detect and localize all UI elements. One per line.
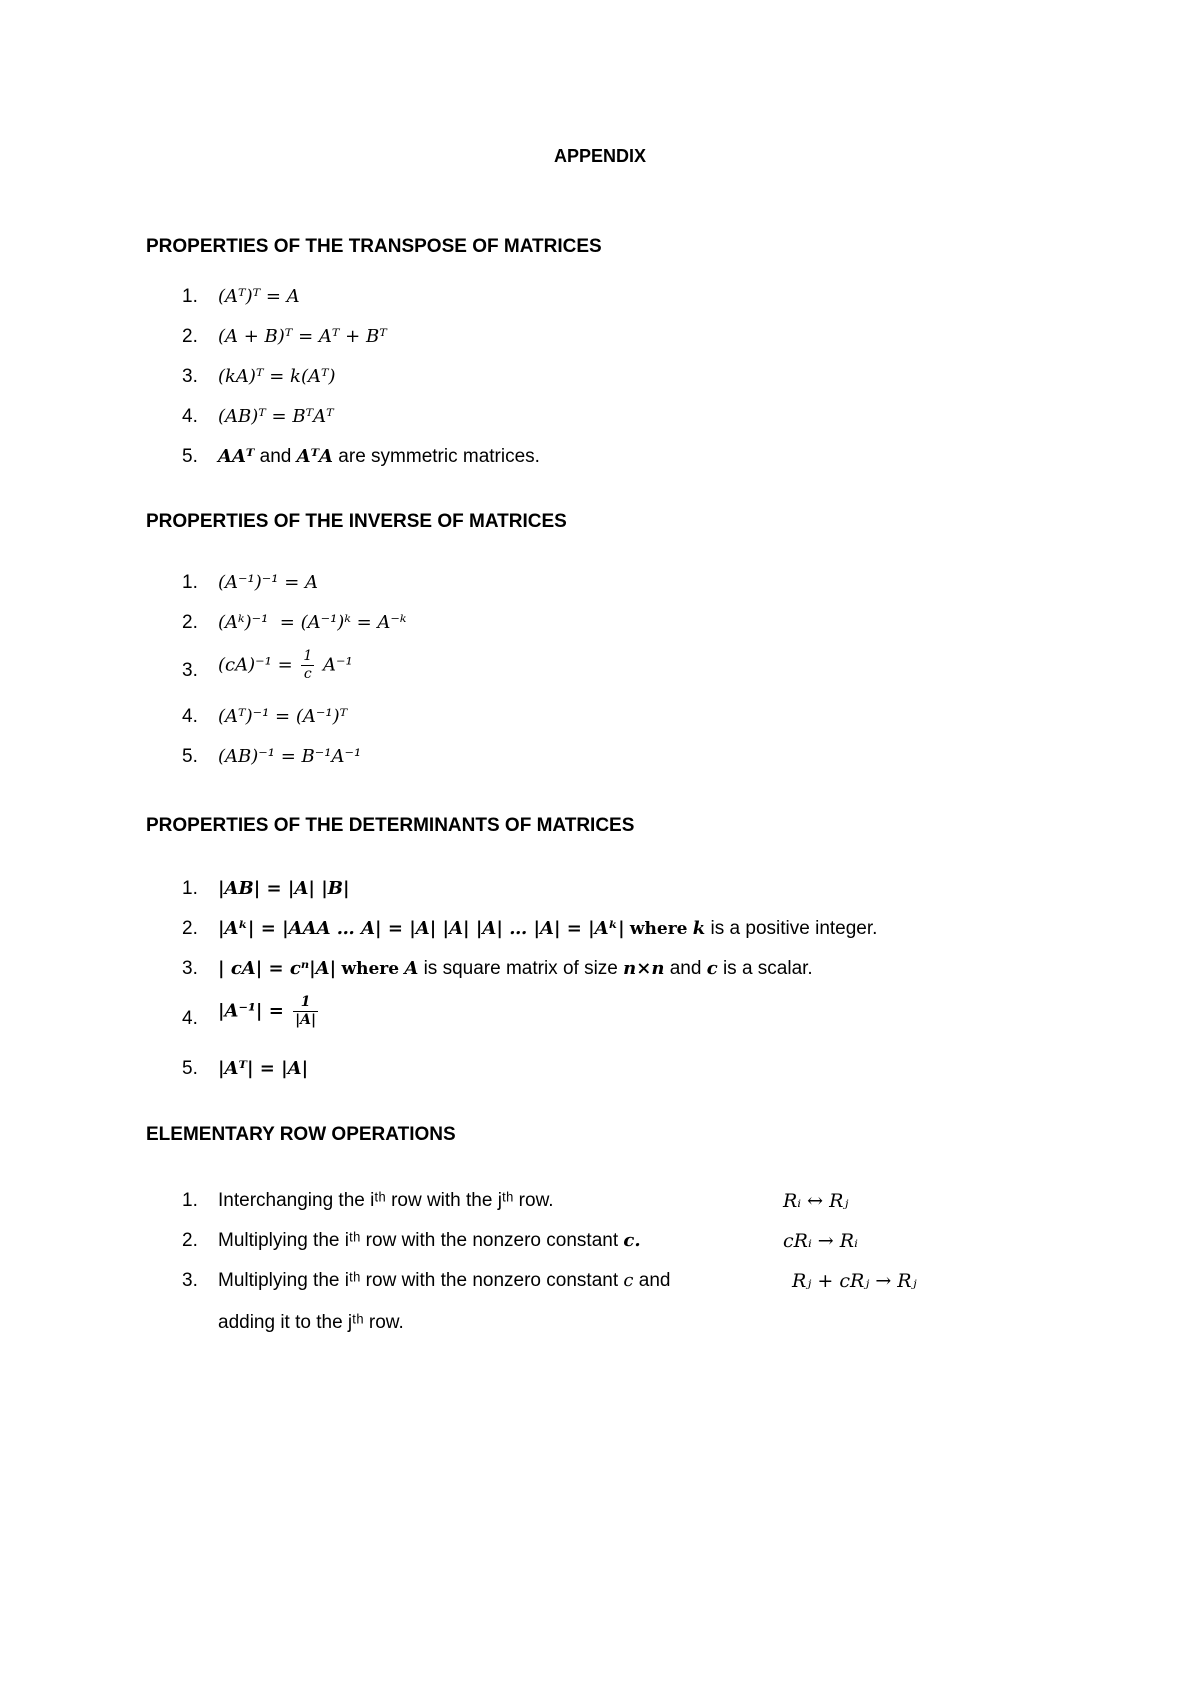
text: are symmetric matrices. <box>338 446 540 467</box>
text: is a scalar. <box>722 958 813 979</box>
formula: |Aᵀ| = |A| <box>218 1058 309 1079</box>
item-number: 2. <box>182 918 198 939</box>
fraction <box>301 648 314 683</box>
formula: (A⁻¹)⁻¹ = A <box>218 572 319 593</box>
variable: A <box>404 958 419 979</box>
formula <box>218 994 321 1029</box>
page-title: APPENDIX <box>553 146 647 166</box>
formula: (Aᵏ)⁻¹ = (A⁻¹)ᵏ = A⁻ᵏ <box>218 612 407 633</box>
formula: | cA| = cⁿ|A| <box>218 958 337 979</box>
fraction-denominator: c <box>303 666 312 682</box>
item-number: 1. <box>182 572 198 593</box>
formula: (AB)ᵀ = BᵀAᵀ <box>218 406 334 427</box>
formula: |AB| = |A| |B| <box>218 878 350 899</box>
formula: (Aᵀ)⁻¹ = (A⁻¹)ᵀ <box>218 706 348 727</box>
formula: AAᵀ <box>218 446 255 467</box>
item-number: 4. <box>182 706 198 727</box>
item-number: 4. <box>182 1008 198 1029</box>
fraction <box>293 994 318 1029</box>
text: and <box>638 1270 671 1291</box>
formula: (kA)ᵀ = k(Aᵀ) <box>218 366 336 387</box>
where-word: where <box>629 919 688 939</box>
item-body <box>218 918 877 940</box>
text: and <box>669 958 702 979</box>
item-number: 1. <box>182 1190 198 1211</box>
text: Interchanging the iᵗʰ row with the jᵗʰ row. <box>218 1190 554 1211</box>
item-number: 1. <box>182 286 198 307</box>
text: and <box>259 446 292 467</box>
inverse-heading: PROPERTIES OF THE INVERSE OF MATRICES <box>146 511 567 532</box>
formula <box>218 648 353 683</box>
text: adding it to the jᵗʰ row. <box>218 1312 404 1333</box>
item-number: 1. <box>182 878 198 899</box>
text: Multiplying the iᵗʰ row with the nonzero constant <box>218 1230 619 1251</box>
item-number: 5. <box>182 746 198 767</box>
formula: |Aᵏ| = |AAA … A| = |A| |A| |A| … |A| = |Aᵏ| <box>218 918 625 939</box>
determinants-heading: PROPERTIES OF THE DETERMINANTS OF MATRICES <box>146 815 635 836</box>
variable: c <box>706 958 718 979</box>
formula: (Aᵀ)ᵀ = A <box>218 286 300 307</box>
item-number: 2. <box>182 1230 198 1251</box>
text: is square matrix of size <box>423 958 618 979</box>
item-number: 3. <box>182 1270 198 1291</box>
text: is a positive integer. <box>710 918 878 939</box>
formula-right: A⁻¹ <box>323 654 353 676</box>
item-number: 5. <box>182 446 198 467</box>
fraction-numerator: 1 <box>293 994 318 1012</box>
row-ops-heading: ELEMENTARY ROW OPERATIONS <box>146 1124 456 1145</box>
formula: (A + B)ᵀ = Aᵀ + Bᵀ <box>218 326 387 347</box>
formula-left: |A⁻¹| = <box>218 1000 284 1022</box>
formula-left: (cA)⁻¹ = <box>218 654 293 676</box>
variable: n×n <box>623 958 665 979</box>
transpose-heading: PROPERTIES OF THE TRANSPOSE OF MATRICES <box>146 236 602 257</box>
fraction-numerator: 1 <box>303 648 313 664</box>
item-number: 3. <box>182 660 198 681</box>
item-number: 2. <box>182 612 198 633</box>
fraction-denominator: |A| <box>295 1012 317 1028</box>
row-op-formula: Rᵢ ↔ Rⱼ <box>783 1190 849 1212</box>
item-number: 4. <box>182 406 198 427</box>
formula: AᵀA <box>296 446 334 467</box>
item-body <box>218 1270 670 1292</box>
item-number: 2. <box>182 326 198 347</box>
variable: c <box>623 1270 634 1291</box>
item-body <box>218 446 540 468</box>
variable: k <box>692 918 706 939</box>
formula: (AB)⁻¹ = B⁻¹A⁻¹ <box>218 746 362 767</box>
item-body <box>218 958 813 980</box>
item-number: 5. <box>182 1058 198 1079</box>
variable: c. <box>623 1230 641 1251</box>
item-number: 3. <box>182 958 198 979</box>
text: Multiplying the iᵗʰ row with the nonzero constant <box>218 1270 619 1291</box>
row-op-formula: Rⱼ + cRⱼ → Rⱼ <box>792 1270 917 1292</box>
row-op-formula: cRᵢ → Rᵢ <box>783 1230 858 1252</box>
item-number: 3. <box>182 366 198 387</box>
where-word: where <box>341 959 400 979</box>
item-body <box>218 1230 641 1252</box>
